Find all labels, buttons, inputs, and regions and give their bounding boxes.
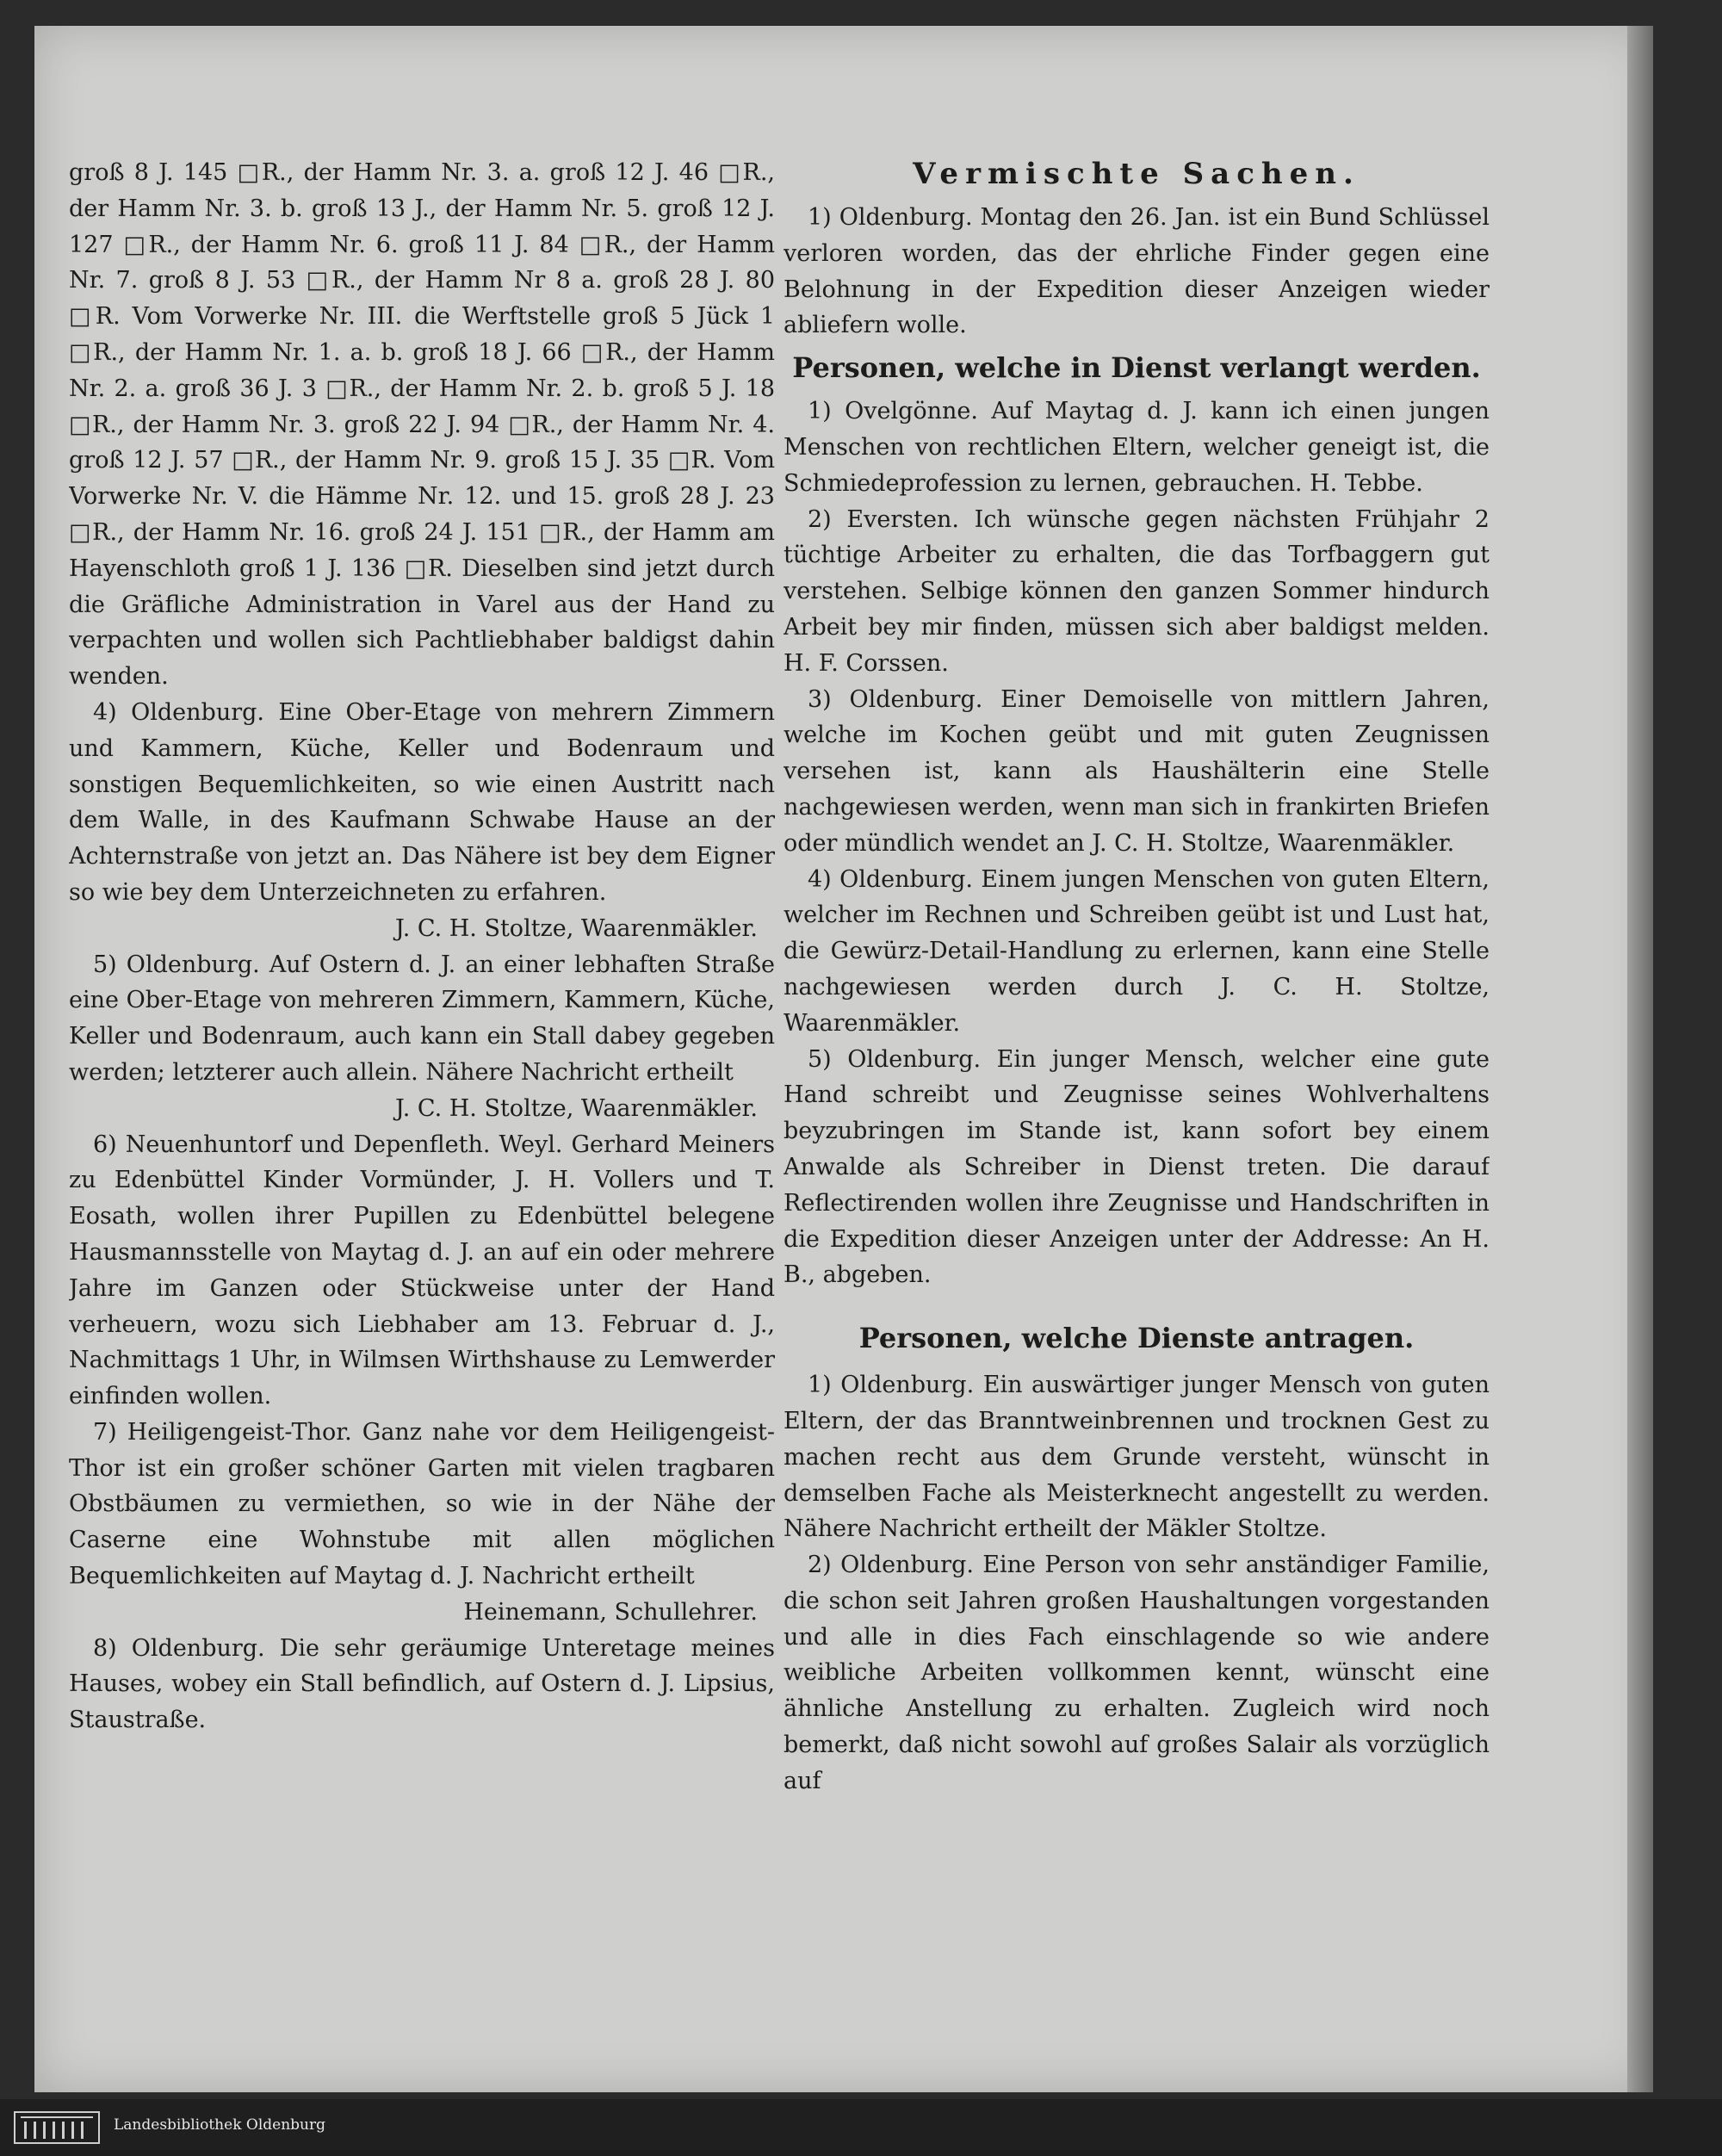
notice-5-signature: J. C. H. Stoltze, Waarenmäkler. [395,1094,758,1122]
section-heading-offered: Personen, welche Dienste antragen. [858,1322,1415,1355]
library-name: Landesbibliothek Oldenburg [114,2116,326,2134]
notice-6: 6) Neuenhuntorf und Depenfleth. Weyl. Gerhard Meiners zu Edenbüttel Kinder Vormünder, J. H. Vollers und T. Eosath, wollen ihrer Pupillen zu Edenbüttel belegene Hausmannsstelle von Maytag d. J. an auf ein oder mehrere Jahre im Ganzen oder Stückweise unter der Hand verheuern, wozu sich Liebhaber am 13. Februar d. J., Nachmittags 1 Uhr, in Wilmsen Wirthshause zu Lemwerder einfinden wollen. [69,1131,775,1410]
wanted-notice-3: 3) Oldenburg. Einer Demoiselle von mittlern Jahren, welche im Kochen geübt und mit guten Zeugnissen versehen ist, kann als Haushälterin eine Stelle nachgewiesen werden, wenn man sich in frankirten Briefen oder mündlich wendet an J. C. H. Stoltze, Waarenmäkler. [784,685,1490,857]
section-heading-wanted: Personen, welche in Dienst verlangt werden. [792,351,1481,385]
section-heading-misc: Vermischte Sachen. [913,157,1360,191]
newspaper-page [34,26,1653,2092]
continued-paragraph: groß 8 J. 145 □R., der Hamm Nr. 3. a. groß 12 J. 46 □R., der Hamm Nr. 3. b. groß 13 J., der Hamm Nr. 5. groß 12 J. 127 □R., der Hamm Nr. 6. groß 11 J. 84 □R., der Hamm Nr. 7. groß 8 J. 53 □R., der Hamm Nr 8 a. groß 28 J. 80 □R. Vom Vorwerke Nr. III. die Werftstelle groß 5 Jück 1 □R., der Hamm Nr. 1. a. b. groß 18 J. 66 □R., der Hamm Nr. 2. a. groß 36 J. 3 □R., der Hamm Nr. 2. b. groß 5 J. 18 □R., der Hamm Nr. 3. groß 22 J. 94 □R., der Hamm Nr. 4. groß 12 J. 57 □R., der Hamm Nr. 9. groß 15 J. 35 □R. Vom Vorwerke Nr. V. die Hämme Nr. 12. und 15. groß 28 J. 23 □R., der Hamm Nr. 16. groß 24 J. 151 □R., der Hamm am Hayenschloth groß 1 J. 136 □R. Dieselben sind jetzt durch die Gräfliche Administration in Varel aus der Hand zu verpachten und wollen sich Pachtliebhaber baldigst dahin wenden. [69,159,775,691]
library-building-icon [14,2111,100,2144]
notice-7-signature: Heinemann, Schullehrer. [463,1598,758,1626]
left-column [69,155,775,1738]
wanted-notice-2: 2) Eversten. Ich wünsche gegen nächsten Frühjahr 2 tüchtige Arbeiter zu erhalten, die das Torfbaggern gut verstehen. Selbige können den ganzen Sommer hindurch Arbeit bey mir finden, müssen sich aber baldigst melden. H. F. Corssen. [784,505,1490,677]
wanted-notice-4: 4) Oldenburg. Einem jungen Menschen von guten Eltern, welcher im Rechnen und Schreiben geübt ist und Lust hat, die Gewürz-Detail-Handlung zu erlernen, kann eine Stelle nachgewiesen werden durch J. C. H. Stoltze, Waarenmäkler. [784,865,1490,1037]
notice-8: 8) Oldenburg. Die sehr geräumige Unteretage meines Hauses, wobey ein Stall befindlich, auf Ostern d. J. Lipsius, Staustraße. [69,1634,775,1734]
notice-4-signature: J. C. H. Stoltze, Waarenmäkler. [395,914,758,942]
offered-notice-1: 1) Oldenburg. Ein auswärtiger junger Mensch von guten Eltern, der das Branntweinbrennen und trocknen Gest zu machen recht aus dem Grunde versteht, wünscht in demselben Fache als Meisterknecht angestellt zu werden. Nähere Nachricht ertheilt der Mäkler Stoltze. [784,1372,1490,1543]
notice-4: 4) Oldenburg. Eine Ober-Etage von mehrern Zimmern und Kammern, Küche, Keller und Bodenraum und sonstigen Bequemlichkeiten, so wie einen Austritt nach dem Walle, in des Kaufmann Schwabe Hause an der Achternstraße von jetzt an. Das Nähere ist bey dem Eigner so wie bey dem Unterzeichneten zu erfahren. [69,698,775,906]
notice-7: 7) Heiligengeist-Thor. Ganz nahe vor dem Heiligengeist-Thor ist ein großer schöner Garten mit vielen tragbaren Obstbäumen zu vermiethen, so wie in der Nähe der Caserne eine Wohnstube mit allen möglichen Bequemlichkeiten auf Maytag d. J. Nachricht ertheilt [69,1418,775,1590]
right-column [784,155,1490,1800]
wanted-notice-5: 5) Oldenburg. Ein junger Mensch, welcher eine gute Hand schreibt und Zeugnisse seines Wohlverhaltens beyzubringen im Stande ist, kann sofort bey einem Anwalde als Schreiber in Dienst treten. Die darauf Reflectirenden wollen ihre Zeugnisse und Handschriften in die Expedition dieser Anzeigen unter der Addresse: An H. B., abgeben. [784,1045,1490,1289]
footer-bar [0,2099,1722,2156]
misc-notice-1: 1) Oldenburg. Montag den 26. Jan. ist ein Bund Schlüssel verloren worden, das der ehrliche Finder gegen eine Belohnung in der Expedition dieser Anzeigen wieder abliefern wolle. [784,204,1490,339]
wanted-notice-1: 1) Ovelgönne. Auf Maytag d. J. kann ich einen jungen Menschen von rechtlichen Eltern, welcher geneigt ist, die Schmiedeprofession zu lernen, gebrauchen. H. Tebbe. [784,398,1490,497]
notice-5: 5) Oldenburg. Auf Ostern d. J. an einer lebhaften Straße eine Ober-Etage von mehreren Zimmern, Kammern, Küche, Keller und Bodenraum, auch kann ein Stall dabey gegeben werden; letzterer auch allein. Nähere Nachricht ertheilt [69,951,775,1086]
offered-notice-2: 2) Oldenburg. Eine Person von sehr anständiger Familie, die schon seit Jahren großen Haushaltungen vorgestanden und alle in dies Fach einschlagende so wie andere weibliche Arbeiten vollkommen kennt, wünscht eine ähnliche Anstellung zu erhalten. Zugleich wird noch bemerkt, daß nicht sowohl auf großes Salair als vorzüglich auf [784,1552,1490,1794]
page-edge [1627,26,1653,2092]
